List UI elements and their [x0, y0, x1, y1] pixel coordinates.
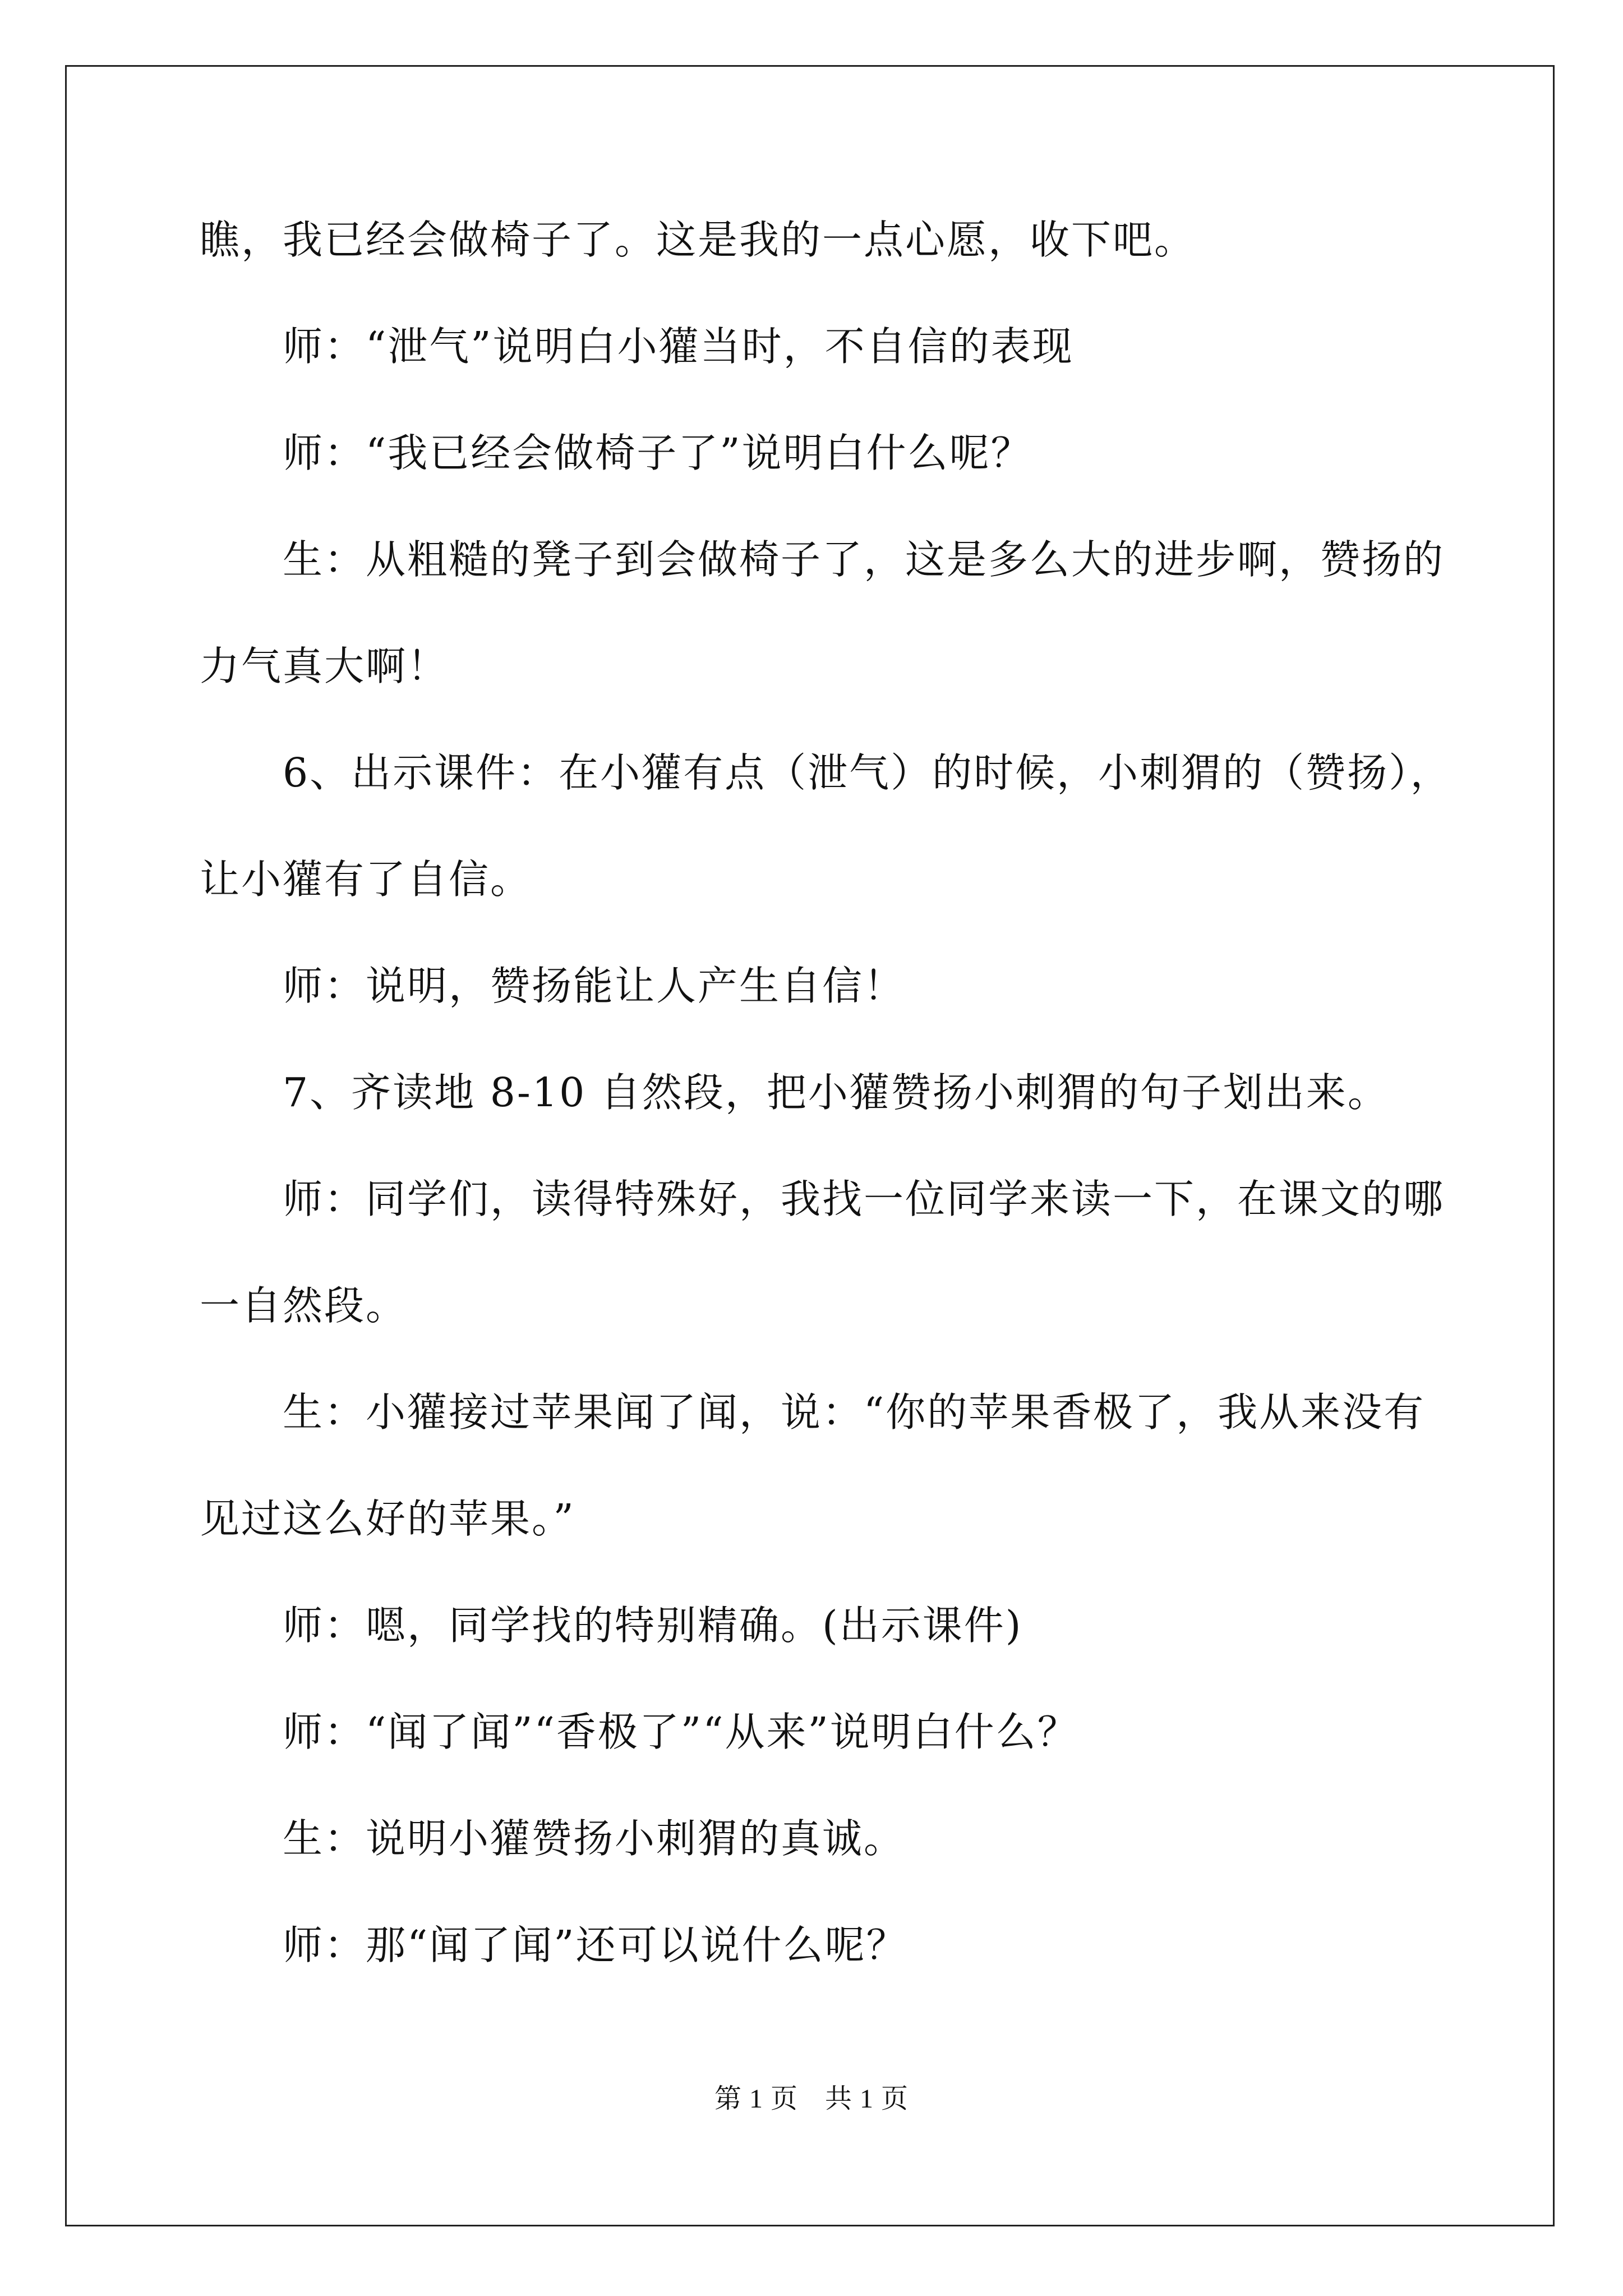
page-footer	[0, 2082, 1623, 2116]
text-line: 师：“泄气”说明白小獾当时，不自信的表现	[283, 323, 1074, 370]
page-border	[65, 65, 1555, 2226]
text-line: 师：“我已经会做椅子了”说明白什么呢？	[283, 430, 1032, 476]
text-line: 师：嗯，同学找的特别精确。(出示课件)	[283, 1602, 1023, 1649]
page-number: 第 1 页	[714, 2084, 798, 2114]
text-line: 师：那“闻了闻”还可以说什么呢？	[283, 1922, 908, 1968]
text-line: 生：从粗糙的凳子到会做椅子了，这是多么大的进步啊，赞扬的	[283, 536, 1445, 583]
text-line: 6、出示课件：在小獾有点（泄气）的时候，小刺猬的（赞扬），	[283, 749, 1452, 796]
text-line: 师：说明，赞扬能让人产生自信！	[283, 963, 906, 1009]
text-line: 瞧，我已经会做椅子了。这是我的一点心愿，收下吧。	[200, 217, 1196, 263]
text-line: 力气真大啊！	[200, 643, 449, 689]
text-line: 生：说明小獾赞扬小刺猬的真诚。	[283, 1815, 906, 1862]
text-line: 师：同学们，读得特殊好，我找一位同学来读一下，在课文的哪	[283, 1176, 1445, 1222]
page-total: 共 1 页	[825, 2084, 909, 2114]
text-line: 7、齐读地 8-10 自然段，把小獾赞扬小刺猬的句子划出来。	[283, 1069, 1389, 1116]
text-line: 师：“闻了闻”“香极了”“从来”说明白什么？	[283, 1709, 1079, 1755]
text-line: 一自然段。	[200, 1282, 408, 1329]
text-line: 让小獾有了自信。	[200, 856, 532, 903]
text-line: 见过这么好的苹果。”	[200, 1496, 575, 1542]
text-line: 生：小獾接过苹果闻了闻，说：“你的苹果香极了，我从来没有	[283, 1389, 1426, 1435]
